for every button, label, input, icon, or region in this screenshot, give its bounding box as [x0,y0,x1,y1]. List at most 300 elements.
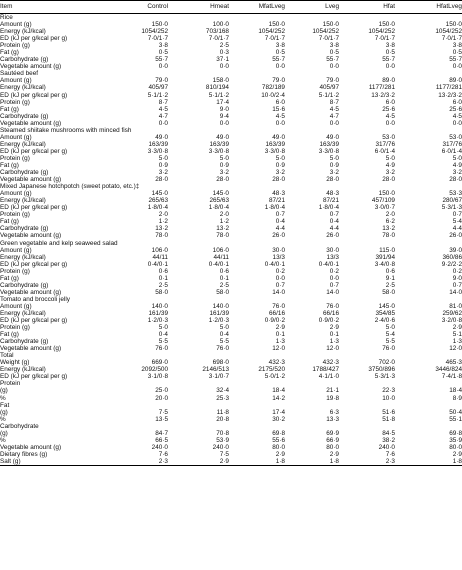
table-row [0,148,462,155]
header-mfatlveg: MfatLveg [229,1,285,14]
row-label: Energy (kJ/kcal) [0,309,46,317]
row-label: Dietary fibres (g) [0,450,48,458]
cell-value: 0·0 [385,63,395,71]
cell-value: 44/11 [213,253,229,261]
header-hmeat: Hmeat [168,1,229,14]
cell-value: 13·3 [326,415,339,423]
cell-value: 87/21 [269,197,285,205]
table-row [0,176,462,183]
cell-value: 1·3 [329,338,339,346]
cell-value: 53·9 [216,436,229,444]
cell-value: 7·5 [158,408,168,416]
cell-value: 0·4/0·1 [208,260,229,268]
cell-value: 5·0 [219,324,229,332]
row-label: Fat (g) [0,105,19,113]
cell-value: 28·0 [326,176,339,184]
cell-value: 37·1 [216,56,229,64]
cell-value: 12·0 [449,345,462,353]
cell-value: 7·0/1·7 [208,35,229,43]
cell-value: 14·0 [449,288,462,296]
cell-value: 48·3 [326,190,339,198]
cell-value [168,380,229,387]
cell-value: 0·0 [452,63,462,71]
cell-value: 30·2 [272,415,285,423]
row-label: Energy (kJ/kcal) [0,28,46,36]
table-row [0,282,462,289]
cell-value: 280/67 [442,197,462,205]
cell-value: 2·4/0·6 [374,317,395,325]
cell-value: 6·0 [385,98,395,106]
cell-value: 0·7 [452,211,462,219]
table-row [0,458,462,466]
cell-value: 2·5 [385,281,395,289]
cell-value: 3·8 [158,42,168,50]
table-row [0,373,462,380]
cell-value: 5·0 [158,154,168,162]
cell-value: 2·5 [219,281,229,289]
section-row [0,352,462,359]
table-row [0,120,462,127]
cell-value: 5·0 [452,154,462,162]
cell-value: 0·4 [158,331,168,339]
section-row [0,296,462,303]
cell-value: 80·0 [326,443,339,451]
table-row [0,99,462,106]
cell-value: 5·0 [158,324,168,332]
cell-value: 2·9 [168,458,229,466]
cell-value: 6·2 [385,218,395,226]
table-row [0,134,462,141]
cell-value: 14·2 [272,394,285,402]
table-row [0,430,462,437]
cell-value: 4·7 [158,112,168,120]
cell-value: 5·1/1·2 [147,91,168,99]
cell-value: 240·0 [378,443,395,451]
cell-value: 9·4 [219,112,229,120]
cell-value: 39·0 [449,246,462,254]
table-row [0,162,462,169]
cell-value: 0·9 [219,161,229,169]
cell-value: 457/109 [371,197,395,205]
cell-value: 0·5 [158,49,168,57]
cell-value: 265/63 [209,197,229,205]
row-label: % [0,415,6,423]
cell-value: 5·0 [385,154,395,162]
cell-value: 432·3 [268,359,285,367]
cell-value: 4·9 [385,161,395,169]
table-row [0,190,462,197]
table-row [0,106,462,113]
cell-value: 3·0/0·7 [374,204,395,212]
cell-value: 0·1 [329,331,339,339]
cell-value: 0·4/0·1 [147,260,168,268]
cell-value: 0·7 [329,281,339,289]
cell-value: 9·1 [385,274,395,282]
cell-value: 3·2 [452,169,462,177]
cell-value [395,423,462,430]
cell-value: 30·0 [326,246,339,254]
table-row [0,409,462,416]
cell-value: 3·2 [329,169,339,177]
cell-value: 161/39 [148,309,168,317]
row-label: ED (kJ per g/kcal per g) [0,373,68,381]
row-label: ED (kJ per g/kcal per g) [0,147,68,155]
table-row [0,232,462,239]
cell-value: 6·0 [275,98,285,106]
cell-value: 49·0 [326,133,339,141]
cell-value: 1177/281 [435,84,462,92]
cell-value: 163/39 [265,140,285,148]
cell-value: 2·9 [452,324,462,332]
row-label: Vegetable amount (g) [0,119,62,127]
cell-value: 4·4 [275,225,285,233]
cell-value: 1054/252 [368,28,395,36]
cell-value: 4·4 [452,225,462,233]
cell-value: 3·8 [275,42,285,50]
cell-value: 317/76 [375,140,395,148]
cell-value: 2·5 [158,281,168,289]
cell-value [104,380,168,387]
cell-value: 1·2/0·3 [208,317,229,325]
table-row [0,303,462,310]
table-row [0,423,462,430]
row-label: Amount (g) [0,77,32,85]
cell-value: 0·1 [275,331,285,339]
cell-value: 0·0 [275,63,285,71]
cell-value: 18·4 [272,387,285,395]
cell-value: 13/3 [272,253,285,261]
cell-value: 28·0 [449,176,462,184]
cell-value [168,402,229,409]
cell-value: 0·4 [275,218,285,226]
cell-value [285,402,339,409]
cell-value: 13·2/3·2 [371,91,395,99]
cell-value: 150·0 [151,21,168,29]
cell-value: 0·9 [275,161,285,169]
cell-value: 150·0 [378,21,395,29]
table-row [0,324,462,331]
table-row [0,218,462,225]
cell-value: 5·5 [219,338,229,346]
cell-value: 9·0 [452,274,462,282]
cell-value: 76·0 [382,345,395,353]
cell-value: 0·0 [329,274,339,282]
cell-value: 0·0 [158,63,168,71]
table-row [0,261,462,268]
cell-value: 1054/252 [435,28,462,36]
row-label: Energy (kJ/kcal) [0,140,46,148]
cell-value: 53·0 [449,133,462,141]
cell-value: 265/63 [148,197,168,205]
cell-value: 0·4 [219,331,229,339]
cell-value: 14·0 [272,288,285,296]
cell-value: 5·0 [275,154,285,162]
cell-value: 150·0 [378,190,395,198]
cell-value: 1·2 [219,218,229,226]
header-row [0,1,462,14]
row-label: (g) [0,387,8,395]
cell-value: 6·0/1·4 [441,147,462,155]
cell-value: 100·0 [212,21,229,29]
cell-value: 6·0/1·4 [374,147,395,155]
cell-value: 5·3/1·3 [374,373,395,381]
cell-value: 49·0 [272,133,285,141]
cell-value: 145·0 [151,190,168,198]
table-row [0,289,462,296]
section-label: Mixed Japanese hotchpotch (sweet potato, etc.)‡ [0,183,140,191]
cell-value: 4·1/1·0 [318,373,339,381]
table-row [0,345,462,352]
cell-value: 80·0 [449,443,462,451]
section-row [0,183,462,190]
cell-value: 3·2 [219,169,229,177]
row-label: ED (kJ per g/kcal per g) [0,91,68,99]
cell-value: 4·5 [158,105,168,113]
cell-value: 48·3 [272,190,285,198]
cell-value: 13·2 [155,225,168,233]
cell-value: 4·7 [329,112,339,120]
cell-value: 163/39 [319,140,339,148]
section-label: Rice [0,14,13,21]
cell-value: 20·8 [216,415,229,423]
cell-value: 0·0 [275,119,285,127]
row-label: Energy (kJ/kcal) [0,84,46,92]
cell-value: 2175/520 [258,366,285,374]
cell-value: 55·7 [326,56,339,64]
section-label: Tomato and broccoli jelly [0,295,70,303]
table-row [0,395,462,402]
cell-value: 17·4 [216,98,229,106]
section-row [0,127,462,134]
cell-value: 2·3 [339,458,395,466]
cell-value [229,402,285,409]
cell-value: 0·7 [275,281,285,289]
table-row [0,310,462,317]
cell-value: 79·0 [326,77,339,85]
cell-value: 30·0 [272,246,285,254]
cell-value: 163/39 [148,140,168,148]
cell-value: 84·7 [155,429,168,437]
cell-value: 669·0 [151,359,168,367]
cell-value: 12·0 [326,345,339,353]
cell-value: 2·0 [385,211,395,219]
cell-value: 1054/252 [141,28,168,36]
table-row [0,437,462,444]
cell-value: 76·0 [272,302,285,310]
cell-value: 2·5 [219,42,229,50]
row-label: Carbohydrate (g) [0,56,49,64]
cell-value: 1·8 [229,458,285,466]
cell-value: 3·8 [385,42,395,50]
cell-value: 10·0/2·4 [261,91,285,99]
cell-value: 28·0 [382,176,395,184]
cell-value: 20·0 [155,394,168,402]
cell-value: 2092/500 [141,366,168,374]
table-row [0,63,462,70]
section-row [0,14,462,22]
cell-value: 11·8 [216,408,229,416]
cell-value: 163/39 [209,140,229,148]
table-row [0,268,462,275]
cell-value: 1788/427 [312,366,339,374]
cell-value: 32·4 [216,387,229,395]
cell-value: 7·0/1·7 [374,35,395,43]
cell-value: 55·7 [272,56,285,64]
cell-value: 0·4/0·1 [264,260,285,268]
header-lveg: Lveg [285,1,339,14]
section-label: Green vegetable and kelp seaweed salad [0,239,118,247]
cell-value: 9·2/2·2 [441,260,462,268]
cell-value: 0·2 [275,267,285,275]
cell-value: 0·6 [385,267,395,275]
row-label: Fat [0,401,10,409]
cell-value: 782/189 [261,84,285,92]
cell-value: 5·4 [452,218,462,226]
cell-value: 0·9 [158,161,168,169]
cell-value: 55·7 [449,56,462,64]
cell-value: 8·7 [329,98,339,106]
cell-value: 13/3 [326,253,339,261]
cell-value: 0·3 [219,49,229,57]
row-label: Carbohydrate [0,422,39,430]
row-label: Protein (g) [0,211,30,219]
cell-value: 15·6 [272,105,285,113]
cell-value: 405/97 [148,84,168,92]
cell-value: 55·7 [382,56,395,64]
cell-value: 0·4 [329,218,339,226]
cell-value: 84·5 [382,429,395,437]
section-row [0,240,462,247]
header-hfat: Hfat [339,1,395,14]
cell-value: 3·4/0·8 [374,260,395,268]
row-label: Protein (g) [0,324,30,332]
cell-value: 7·0/1·7 [147,35,168,43]
row-label: Amount (g) [0,190,32,198]
cell-value [229,423,285,430]
cell-value: 405/97 [319,84,339,92]
table-row [0,21,462,28]
cell-value: 2·9 [275,450,285,458]
row-label: (g) [0,408,8,416]
cell-value: 0·7 [275,211,285,219]
cell-value: 21·1 [326,387,339,395]
row-label: Protein (g) [0,267,30,275]
cell-value: 3·3/0·8 [264,147,285,155]
cell-value: 0·0 [219,63,229,71]
section-label: Sautéed beef [0,70,39,78]
cell-value: 140·0 [212,302,229,310]
row-label: Amount (g) [0,302,32,310]
cell-value: 2·9 [329,324,339,332]
cell-value [168,423,229,430]
table-row [0,331,462,338]
row-label: Protein (g) [0,154,30,162]
cell-value: 145·0 [378,302,395,310]
table-row [0,451,462,458]
cell-value: 25·6 [449,105,462,113]
cell-value: 76·0 [216,345,229,353]
row-label: Weight (g) [0,359,30,367]
cell-value: 106·0 [151,246,168,254]
cell-value: 76·0 [155,345,168,353]
cell-value: 1·3 [452,338,462,346]
table-row [0,402,462,409]
cell-value: 69·8 [449,429,462,437]
row-label: Carbohydrate (g) [0,169,49,177]
table-row [0,113,462,120]
table-row [0,155,462,162]
row-label: Fat (g) [0,49,19,57]
cell-value: 150·0 [322,21,339,29]
row-label: Protein (g) [0,42,30,50]
cell-value: 53·0 [382,133,395,141]
cell-value: 3·2 [385,169,395,177]
cell-value: 7·6 [385,450,395,458]
cell-value: 6·0 [452,98,462,106]
table-row [0,416,462,423]
cell-value: 19·8 [326,394,339,402]
table-body [0,14,462,466]
row-label: Fat (g) [0,161,19,169]
cell-value: 161/39 [209,309,229,317]
cell-value: 0·5 [329,49,339,57]
cell-value: 4·5 [275,112,285,120]
cell-value: 13·2/3·2 [438,91,462,99]
cell-value: 3·8 [329,42,339,50]
cell-value: 13·2 [382,225,395,233]
cell-value: 12·0 [272,345,285,353]
cell-value: 38·2 [382,436,395,444]
section-row [0,70,462,77]
cell-value: 55·6 [272,436,285,444]
cell-value: 1·8/0·4 [264,204,285,212]
table-row [0,169,462,176]
cell-value: 4·5 [385,112,395,120]
cell-value: 8·9 [452,394,462,402]
cell-value: 0·5 [275,49,285,57]
cell-value: 5·0 [219,154,229,162]
table-row [0,444,462,451]
cell-value: 66/16 [323,309,339,317]
cell-value: 3750/896 [368,366,395,374]
cell-value: 5·0 [329,154,339,162]
table-row [0,84,462,91]
cell-value: 698·0 [212,359,229,367]
cell-value [339,380,395,387]
row-label: (g) [0,429,8,437]
cell-value [229,380,285,387]
cell-value: 7·0/1·7 [318,35,339,43]
table-row [0,42,462,49]
cell-value: 26·0 [326,232,339,240]
cell-value: 5·5 [385,338,395,346]
cell-value: 0·0 [385,119,395,127]
cell-value: 28·0 [155,176,168,184]
cell-value: 0·7 [329,211,339,219]
cell-value: 810/194 [205,84,229,92]
cell-value: 5·0 [385,324,395,332]
cell-value: 79·0 [155,77,168,85]
cell-value [285,380,339,387]
cell-value [339,423,395,430]
row-label: Vegetable amount (g) [0,345,62,353]
cell-value: 150·0 [445,21,462,29]
cell-value: 0·0 [219,119,229,127]
table-row [0,275,462,282]
table-row [0,56,462,63]
cell-value: 78·0 [155,232,168,240]
cell-value: 80·0 [272,443,285,451]
